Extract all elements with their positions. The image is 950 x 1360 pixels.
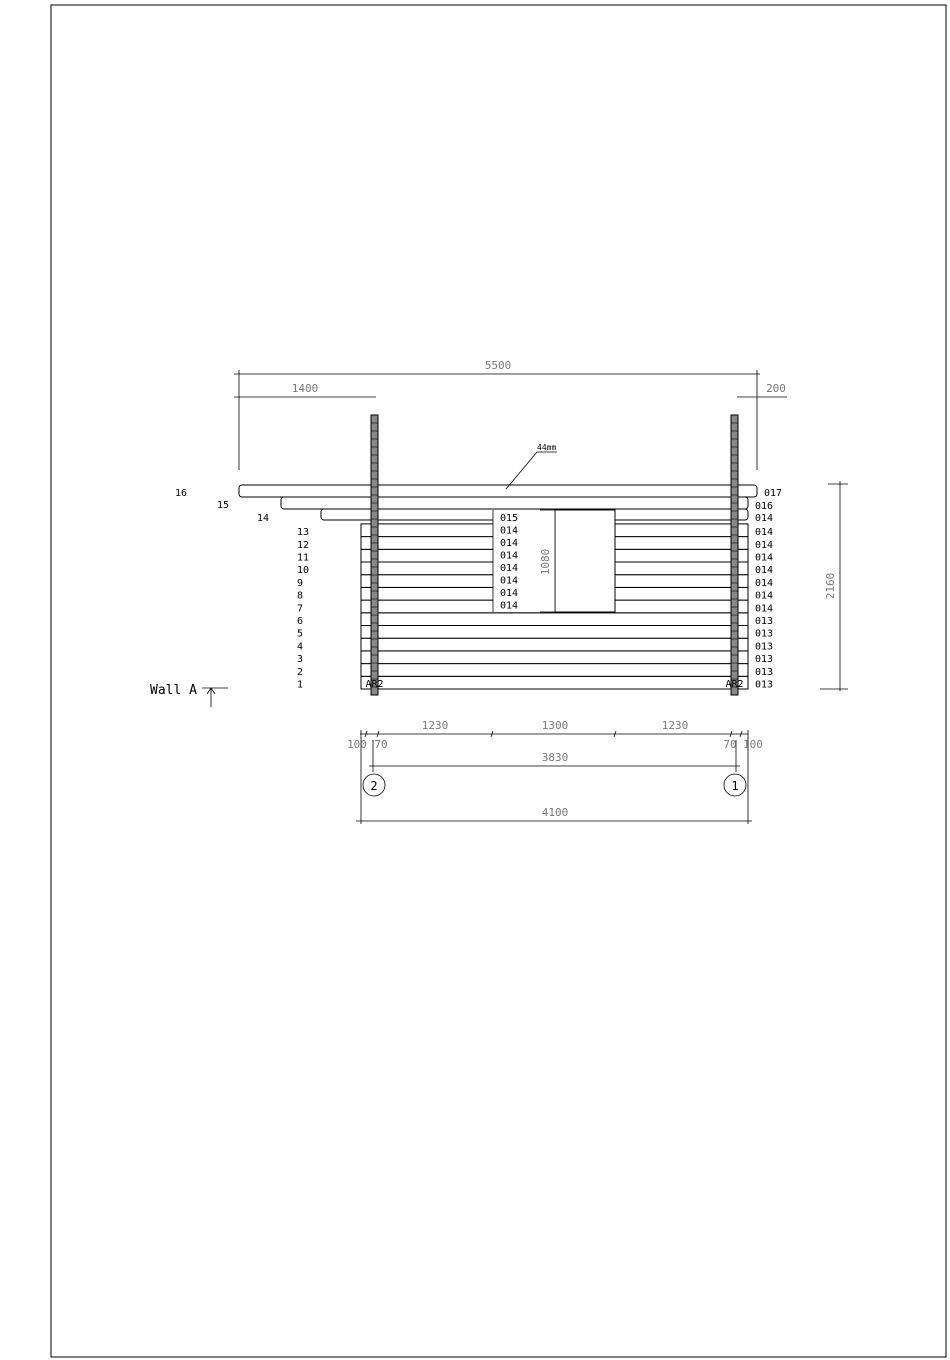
course-number: 12	[297, 539, 310, 551]
course-code: 014	[755, 527, 774, 539]
axis-span-label: 3830	[541, 751, 569, 764]
window-course-code: 014	[500, 600, 519, 612]
axis-marker-right-label: 1	[731, 779, 739, 793]
course-code: 013	[755, 666, 774, 678]
course-number: 6	[297, 616, 304, 627]
course-number: 8	[297, 590, 304, 602]
overall-width-dimension	[234, 359, 760, 470]
wall-course	[361, 613, 748, 626]
course-number: 3	[297, 654, 304, 666]
course-codes	[755, 488, 782, 691]
course-code: 014	[755, 539, 774, 551]
wall-course	[361, 676, 748, 689]
total-span-label: 4100	[541, 806, 569, 819]
view-arrow-icon	[202, 688, 228, 707]
course-code: 014	[755, 577, 774, 589]
corner-post	[371, 415, 378, 695]
course-number: 13	[297, 527, 310, 539]
course-number: 14	[257, 513, 270, 524]
right-overhang-dimension	[737, 382, 787, 397]
roof-beam	[281, 497, 748, 509]
left-overhang-label: 1400	[291, 382, 319, 395]
post-marker-label: AR2	[365, 679, 384, 690]
edge-left-inner-label: 70	[374, 738, 388, 751]
course-number: 1	[297, 679, 304, 691]
segment-left-label: 1230	[421, 719, 449, 732]
course-number: 4	[297, 641, 304, 653]
window-course-code: 014	[500, 550, 519, 562]
edge-right-inner-label: 70	[723, 738, 737, 751]
course-number: 9	[297, 577, 304, 589]
course-code: 013	[755, 679, 774, 691]
edge-left-outer-label: 100	[347, 738, 367, 751]
course-number: 5	[297, 628, 304, 640]
window-course-code: 014	[500, 525, 519, 537]
right-overhang-label: 200	[766, 382, 786, 395]
course-code: 017	[764, 488, 783, 499]
course-code: 014	[755, 513, 774, 524]
segment-right-label: 1230	[661, 719, 689, 732]
thickness-note: 44mm	[537, 443, 557, 452]
course-code: 016	[755, 501, 774, 512]
thickness-leader	[506, 443, 557, 489]
window-course-code: 014	[500, 563, 519, 574]
window-course-code: 014	[500, 575, 519, 587]
wall-label: Wall A	[150, 683, 197, 698]
course-number: 11	[297, 552, 310, 564]
wall-course	[361, 638, 748, 651]
edge-right-outer-label: 100	[743, 738, 763, 751]
course-number: 16	[175, 488, 188, 499]
wall-height-dimension	[820, 481, 848, 691]
segment-middle-label: 1300	[541, 719, 569, 732]
course-number: 10	[297, 565, 310, 577]
course-code: 014	[755, 552, 774, 564]
roof-beam	[239, 485, 757, 497]
window-opening	[555, 510, 615, 612]
window-course-codes	[500, 513, 518, 612]
course-code: 014	[755, 603, 774, 615]
course-code: 013	[755, 654, 774, 666]
wall-height-label: 2160	[824, 572, 837, 600]
course-code: 014	[755, 565, 774, 577]
post-marker-label: AR2	[725, 679, 744, 690]
corner-post	[731, 415, 738, 695]
overall-width-label: 5500	[484, 359, 512, 372]
wall-course	[361, 626, 748, 639]
wall-course	[361, 651, 748, 664]
axis-marker-left-label: 2	[370, 779, 378, 793]
course-code: 013	[755, 628, 774, 640]
course-number: 15	[217, 500, 230, 511]
window-course-code: 014	[500, 538, 519, 549]
course-number: 7	[297, 603, 304, 615]
window-height-label: 1080	[539, 548, 552, 576]
window-course-code: 014	[500, 588, 519, 599]
window-course-code: 015	[500, 513, 519, 524]
bottom-dimensions	[347, 719, 763, 824]
course-code: 013	[755, 616, 774, 627]
course-code: 013	[755, 641, 774, 653]
course-numbers	[175, 488, 309, 691]
course-number: 2	[297, 666, 304, 678]
wall-course	[361, 664, 748, 677]
left-overhang-dimension	[234, 382, 376, 397]
course-code: 014	[755, 590, 774, 602]
